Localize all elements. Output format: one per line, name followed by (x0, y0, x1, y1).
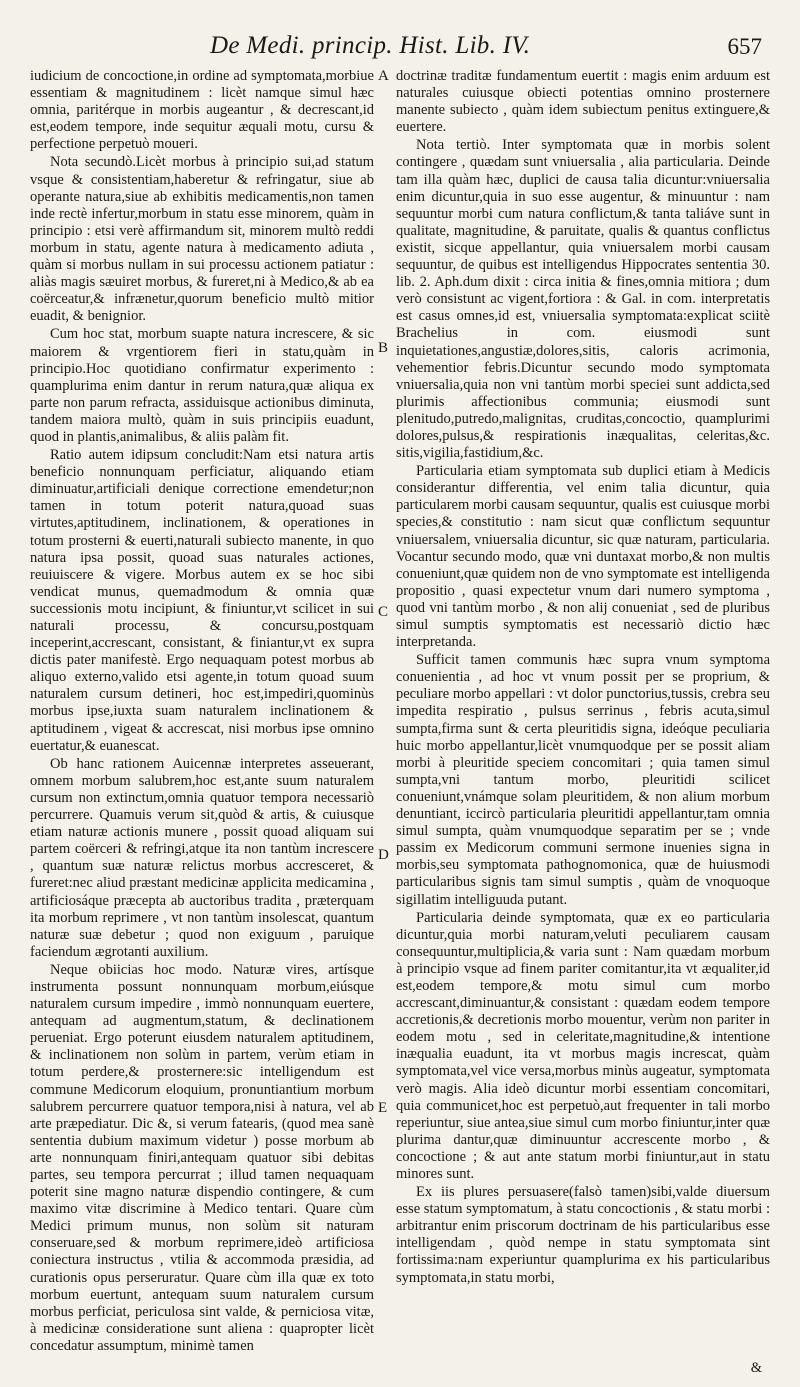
page-number: 657 (727, 34, 762, 59)
margin-letter-e: E (378, 1100, 388, 1116)
paragraph: Ratio autem idipsum concludit:Nam etsi natura artis beneficio nonnunquam perficiatur, aliquando etiam diminuatur,artificiali denique correctione emendetur;non tamen in totum poterit natura,quoad suas virtutes,aptitudinem, inclinationem, & operationes in totum prosterni & euerti,naturali subiecto manente, in quo natura ipsa possit, quoad suas naturales actiones, reuiuiscere & vigere. Morbus autem ex se hoc sibi vendicat munus, quemadmodum & omnia quæ successionis motu incipiunt, & finiuntur,vt scilicet in sui naturali processu, & concursu,postquam inceperint,accrescant, consistant, & finiantur,vt ex supra dictis pater manifestè. Ergo nequaquam potest morbus ab aliquo externo,valido etsi agente,in totum quoad suum naturalem cursum detineri, hoc est,impediri,quominùs morbus ipse,iuxta suam naturalem inclinationem & aptitudinem , vigeat & accrescat, nisi morbus ipse omnino euertatur,& euanescat. (30, 447, 374, 754)
paragraph: Particularia deinde symptomata, quæ ex eo particularia dicuntur,quia morbi naturam,veluti peculiarem causam consequuntur,multiplicia,& varia sunt : Nam quædam morbum à principio vsque ad finem pariter comitantur,ita vt æqualiter,id est,eodem tempore,& motu simul cum morbo accrescant,diminuantur,& consistant : quædam eodem tempore accretionis,& decretionis morbo mouentur, verùm non pariter in eodem motu , sed in celeritate,magnitudine,& intentione inæqualia euadunt, ita vt morbus magis increscat, quàm symptomata,vel vice versa,morbus minùs augeatur, symptomata verò magis. Alia ideò dicuntur morbi essentiam concomitari, quia communicet,hoc est perpetuò,aut frequenter in tali morbo reperiuntur, siue antea,siue simul cum morbo finiuntur,inter quæ plurima dantur,quæ diminuuntur accrescente morbo , & concoctione ; & aut ante statum morbi finiuntur,aut in statu minores sunt. (396, 909, 770, 1182)
paragraph: Cum hoc stat, morbum suapte natura increscere, & sic maiorem & vrgentiorem fieri in statu,quàm in principio.Hoc quotidiano confirmatur experimento : quamplurima enim dantur in rerum natura,quæ aliqua ex parte non parum refracta, assiduisque actionibus diminuta, tandem maiora multò, quàm in suis principiis euadunt, quod in plantis,animalibus, & aliis palàm fit. (30, 326, 374, 445)
right-column (396, 68, 770, 1287)
margin-letter-b: B (378, 340, 389, 356)
paragraph: Particularia etiam symptomata sub duplici etiam à Medicis considerantur differentia, vel enim talia dicuntur, quia particularem morbi causam sequuntur, qualis est cuiusque morbi species,& constitutio : nam sicut quæ conflictum sequuntur vniuersalem, vniuersalia dicuntur, sic quæ naturam, particularia. Vocantur secundo modo, quæ vni duntaxat morbo,& non multis conueniunt,quæ quidem non de vno symptomate est intelligenda propositio , quasi expectetur vnum dari numero symptoma , quod vni tantùm morbo , & non alij conueniat , sed de pluribus simul sumptis symptomatis est necessariò dictio hæc interpretanda. (396, 463, 770, 651)
paragraph: Nota secundò.Licèt morbus à principio sui,ad statum vsque & consistentiam,haberetur & refringatur, siue ab operante natura,siue ab exhibitis medicamentis,non tamen inde rectè infertur,morbum in statu esse minorem, quàm in principio : etsi verè affirmandum sit, minorem multò reddi morbum in statu, agente natura à medicamento adiuta , quàm si morbus nullam in sui processu actionem patiatur : aliàs magis sæuiret morbus, & fureret,ni à Medico,& ab ea coërceatur,& infrænetur,quorum beneficio multò mitior euadit, & benignior. (30, 154, 374, 325)
running-title: De Medi. princip. Hist. Lib. IV. (210, 32, 531, 59)
paragraph: Neque obiicias hoc modo. Naturæ vires, artísque instrumenta possunt nonnunquam morbum,eiúsque naturalem cursum impedire , immò nonnunquam euertere, antequam ad augmentum,statum, & declinationem perueniat. Ergo poterunt eiusdem naturalem aptitudinem, & inclinationem non solùm in partem, verùm etiam in totum perdere,& prosternere:sic intelligendum est commune Medicorum eloquium, pronuntiantium morbum salubrem percurrere quatuor tempora,nisi à natura, vel ab arte præpediatur. Dic &, si verum fatearis, (quod mea sanè sententia dubium maximum videtur ) posse morbum ab arte nonnunquam finiri,antequam quatuor sibi debitas partes, seu tempora percurrat ; illud tamen nequaquam poterit sine magno naturæ dispendio contingere, & cum maximo vitæ discrimine à Medico tentari. Quare cùm Medici primum munus, non solùm sit naturam conseruare,sed & morbum reprimere,ideò artificiosa coniectura instructus , vtilia & accommoda præsidia, ad curationis opus perseruratur. Quare cùm illa quæ ex toto morbum euertunt, antequam suum naturalem cursum morbus perficiat, periculosa sint valde, & perniciosa vitæ, à medicinæ consideratione sunt aliena : quapropter licèt concedatur assumptum, minimè tamen (30, 961, 374, 1354)
catchword: & (750, 1360, 762, 1376)
left-column (30, 68, 374, 1355)
page-header (0, 32, 800, 68)
paragraph: Ob hanc rationem Auicennæ interpretes asseuerant, omnem morbum salubrem,hoc est,ante suum naturalem cursum non extinctum,omnia quatuor tempora necessariò percurrere. Quamuis verum sit,quòd & artis, & cuiusque etiam naturæ actionis munere , possit quoad aliquam sui partem coërceri & refringi,atque ita non tantùm increscere , quantum suæ naturæ relictus morbus accresceret, & fureret:nec aliud præstant medicinæ applicita medicamina , artificiosáque præcepta ab auctoribus tradita , præterquam ita morbum reprimere , vt non tantùm insolescat, quantum naturæ suæ debetur ; quod non exiguum , paruique faciendum ægrotanti auxilium. (30, 755, 374, 960)
margin-letter-d: D (378, 847, 389, 863)
paragraph: iudicium de concoctione,in ordine ad symptomata,morbiue essentiam & magnitudinem : licèt namque simul hæc omnia, paritérque in morbis augeantur , & decrescant,id est,eodem tempore, inde sequitur æquali motu, cursu & perfectione perpetuò moueri. (30, 68, 374, 153)
paragraph: Sufficit tamen communis hæc supra vnum symptoma conuenientia , ad hoc vt vnum possit per se proprium, & peculiare morbo appellari : vt dolor punctorius,tussis, crebra seu impedita respiratio , pulsus serrinus , febris acuta,simul sumpta,firma sunt & certa pleuritidis signa, ideóque peculiaria huic morbo appellantur,licèt vnumquodque per se possit aliam morbi à pleuritide speciem concomitari ; quia tamen simul sumpta,vni tantum morbo, pleuritidi scilicet conueniunt,vnámque solam pleuritidem, & non alium morbum denuntiant, iccircò particularia pleuritidi appellantur,tam omnia simul sumpta, quàm vnumquodque separatim per se ; vnde passim ex Medicorum communi sermone inuenies signa in morbis,seu symptomata pathognomonica, quæ de huiusmodi particularibus signis tam simul sumptis , quàm de vnoquoque sigillatim intelliguuda putant. (396, 652, 770, 908)
paragraph: Nota tertiò. Inter symptomata quæ in morbis solent contingere , quædam sunt vniuersalia , alia particularia. Deinde tam illa quàm hæc, duplici de causa talia dicuntur:vniuersalia enim dicuntur,quia in suo esse augentur, & minuuntur : nam sequuntur morbi cum natura conflictum,& tanta taliáve sunt in qualitate, magnitudine, & paruitate, qualis & quantus conflictus existit, sicque appellantur, quia vniuersalem morbi causam sequuntur, de quibus est intelligendus Hippocrates sententia 30. lib. 2. Aph.dum dixit : circa initia & fines,omnia mitiora ; dum verò consistunt ac vigent,fortiora : & Gal. in com. interpretatis est casus omnes,id est, vniuersalia symptomata:explicat sciitè Brachelius in com. eiusmodi sunt inquietationes,angustiæ,dolores,sitis, caloris acrimonia, vehementior febris.Dicuntur secundo modo symptomata vniuersalia,quia non vni tantùm morbi speciei sunt addicta,sed plurimis affectionibus communia; eiusmodi sunt plenitudo,putredo,malignitas, cruditas,concoctio, quamplurimi dolores,pulsus,& respirationis inæqualitas, celeritas,&c. sitis,vigilia,fastidium,&c. (396, 137, 770, 462)
paragraph: doctrinæ traditæ fundamentum euertit : magis enim arduum est naturales cuiusque obiecti potentias omnino prosternere manente subiecto , quàm idem subiectum penitus extinguere,& euertere. (396, 68, 770, 136)
paragraph: Ex iis plures persuasere(falsò tamen)sibi,valde diuersum esse statum symptomatum, à statu concoctionis , & statu morbi : arbitrantur enim priscorum doctrinam de his particularibus esse intelligendam , quòd nempe in statu symptomata sint fortissima:nam experiuntur quamplurima ex his particularibus symptomata,in statu morbi, (396, 1184, 770, 1286)
margin-letter-a: A (378, 68, 389, 84)
margin-letter-c: C (378, 604, 389, 620)
